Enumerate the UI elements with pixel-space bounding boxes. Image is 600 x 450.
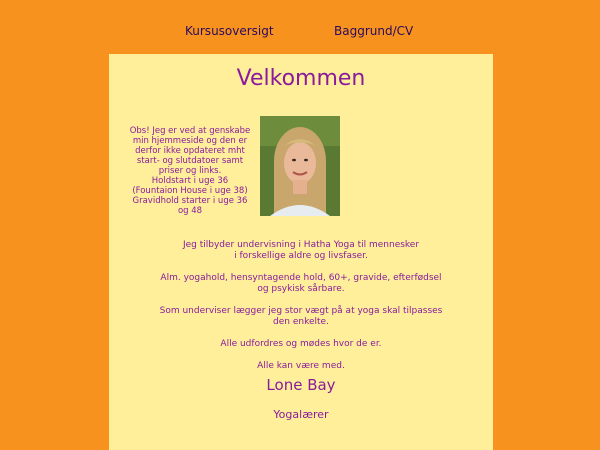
notice-line: Holdstart i uge 36 <box>151 176 229 186</box>
intro-paragraph <box>109 306 493 328</box>
content-panel <box>109 54 493 450</box>
paragraph-line: Alle kan være med. <box>257 361 345 371</box>
top-navigation <box>0 24 600 40</box>
notice-line: Obs! Jeg er ved at genskabe <box>129 126 251 136</box>
intro-paragraph <box>109 273 493 295</box>
notice-line: min hjemmeside og den er <box>132 136 248 146</box>
notice-line: derfor ikke opdateret mht <box>135 146 245 156</box>
paragraph-line: Som underviser lægger jeg stor vægt på at yoga skal tilpasses <box>159 306 443 316</box>
intro-paragraph <box>109 339 493 350</box>
notice-line: start- og slutdatoer samt <box>136 156 244 166</box>
paragraph-line: og psykisk sårbare. <box>257 284 345 294</box>
paragraph-line: Alm. yogahold, hensyntagende hold, 60+, gravide, efterfødsel <box>160 273 442 283</box>
nav-link-baggrund-cv[interactable]: Baggrund/CV <box>334 24 414 38</box>
nav-link-kursusoversigt[interactable]: Kursusoversigt <box>185 24 274 38</box>
paragraph-line: i forskellige aldre og livsfaser. <box>234 251 368 261</box>
teacher-name: Lone Bay <box>266 376 336 394</box>
intro-text <box>109 240 493 383</box>
notice-line: og 48 <box>177 206 203 216</box>
paragraph-line: Jeg tilbyder undervisning i Hatha Yoga til mennesker <box>182 240 420 250</box>
notice-text <box>129 126 251 216</box>
portrait-photo <box>260 116 340 216</box>
notice-line: (Fountaion House i uge 38) <box>132 186 248 196</box>
teacher-role: Yogalærer <box>273 408 329 421</box>
notice-line: Gravidhold starter i uge 36 <box>132 196 248 206</box>
paragraph-line: den enkelte. <box>273 317 329 327</box>
intro-paragraph <box>109 240 493 262</box>
notice-line: priser og links. <box>158 166 222 176</box>
paragraph-line: Alle udfordres og mødes hvor de er. <box>220 339 382 349</box>
intro-paragraph <box>109 361 493 372</box>
portrait-illustration <box>260 116 340 216</box>
page-title: Velkommen <box>236 66 366 91</box>
